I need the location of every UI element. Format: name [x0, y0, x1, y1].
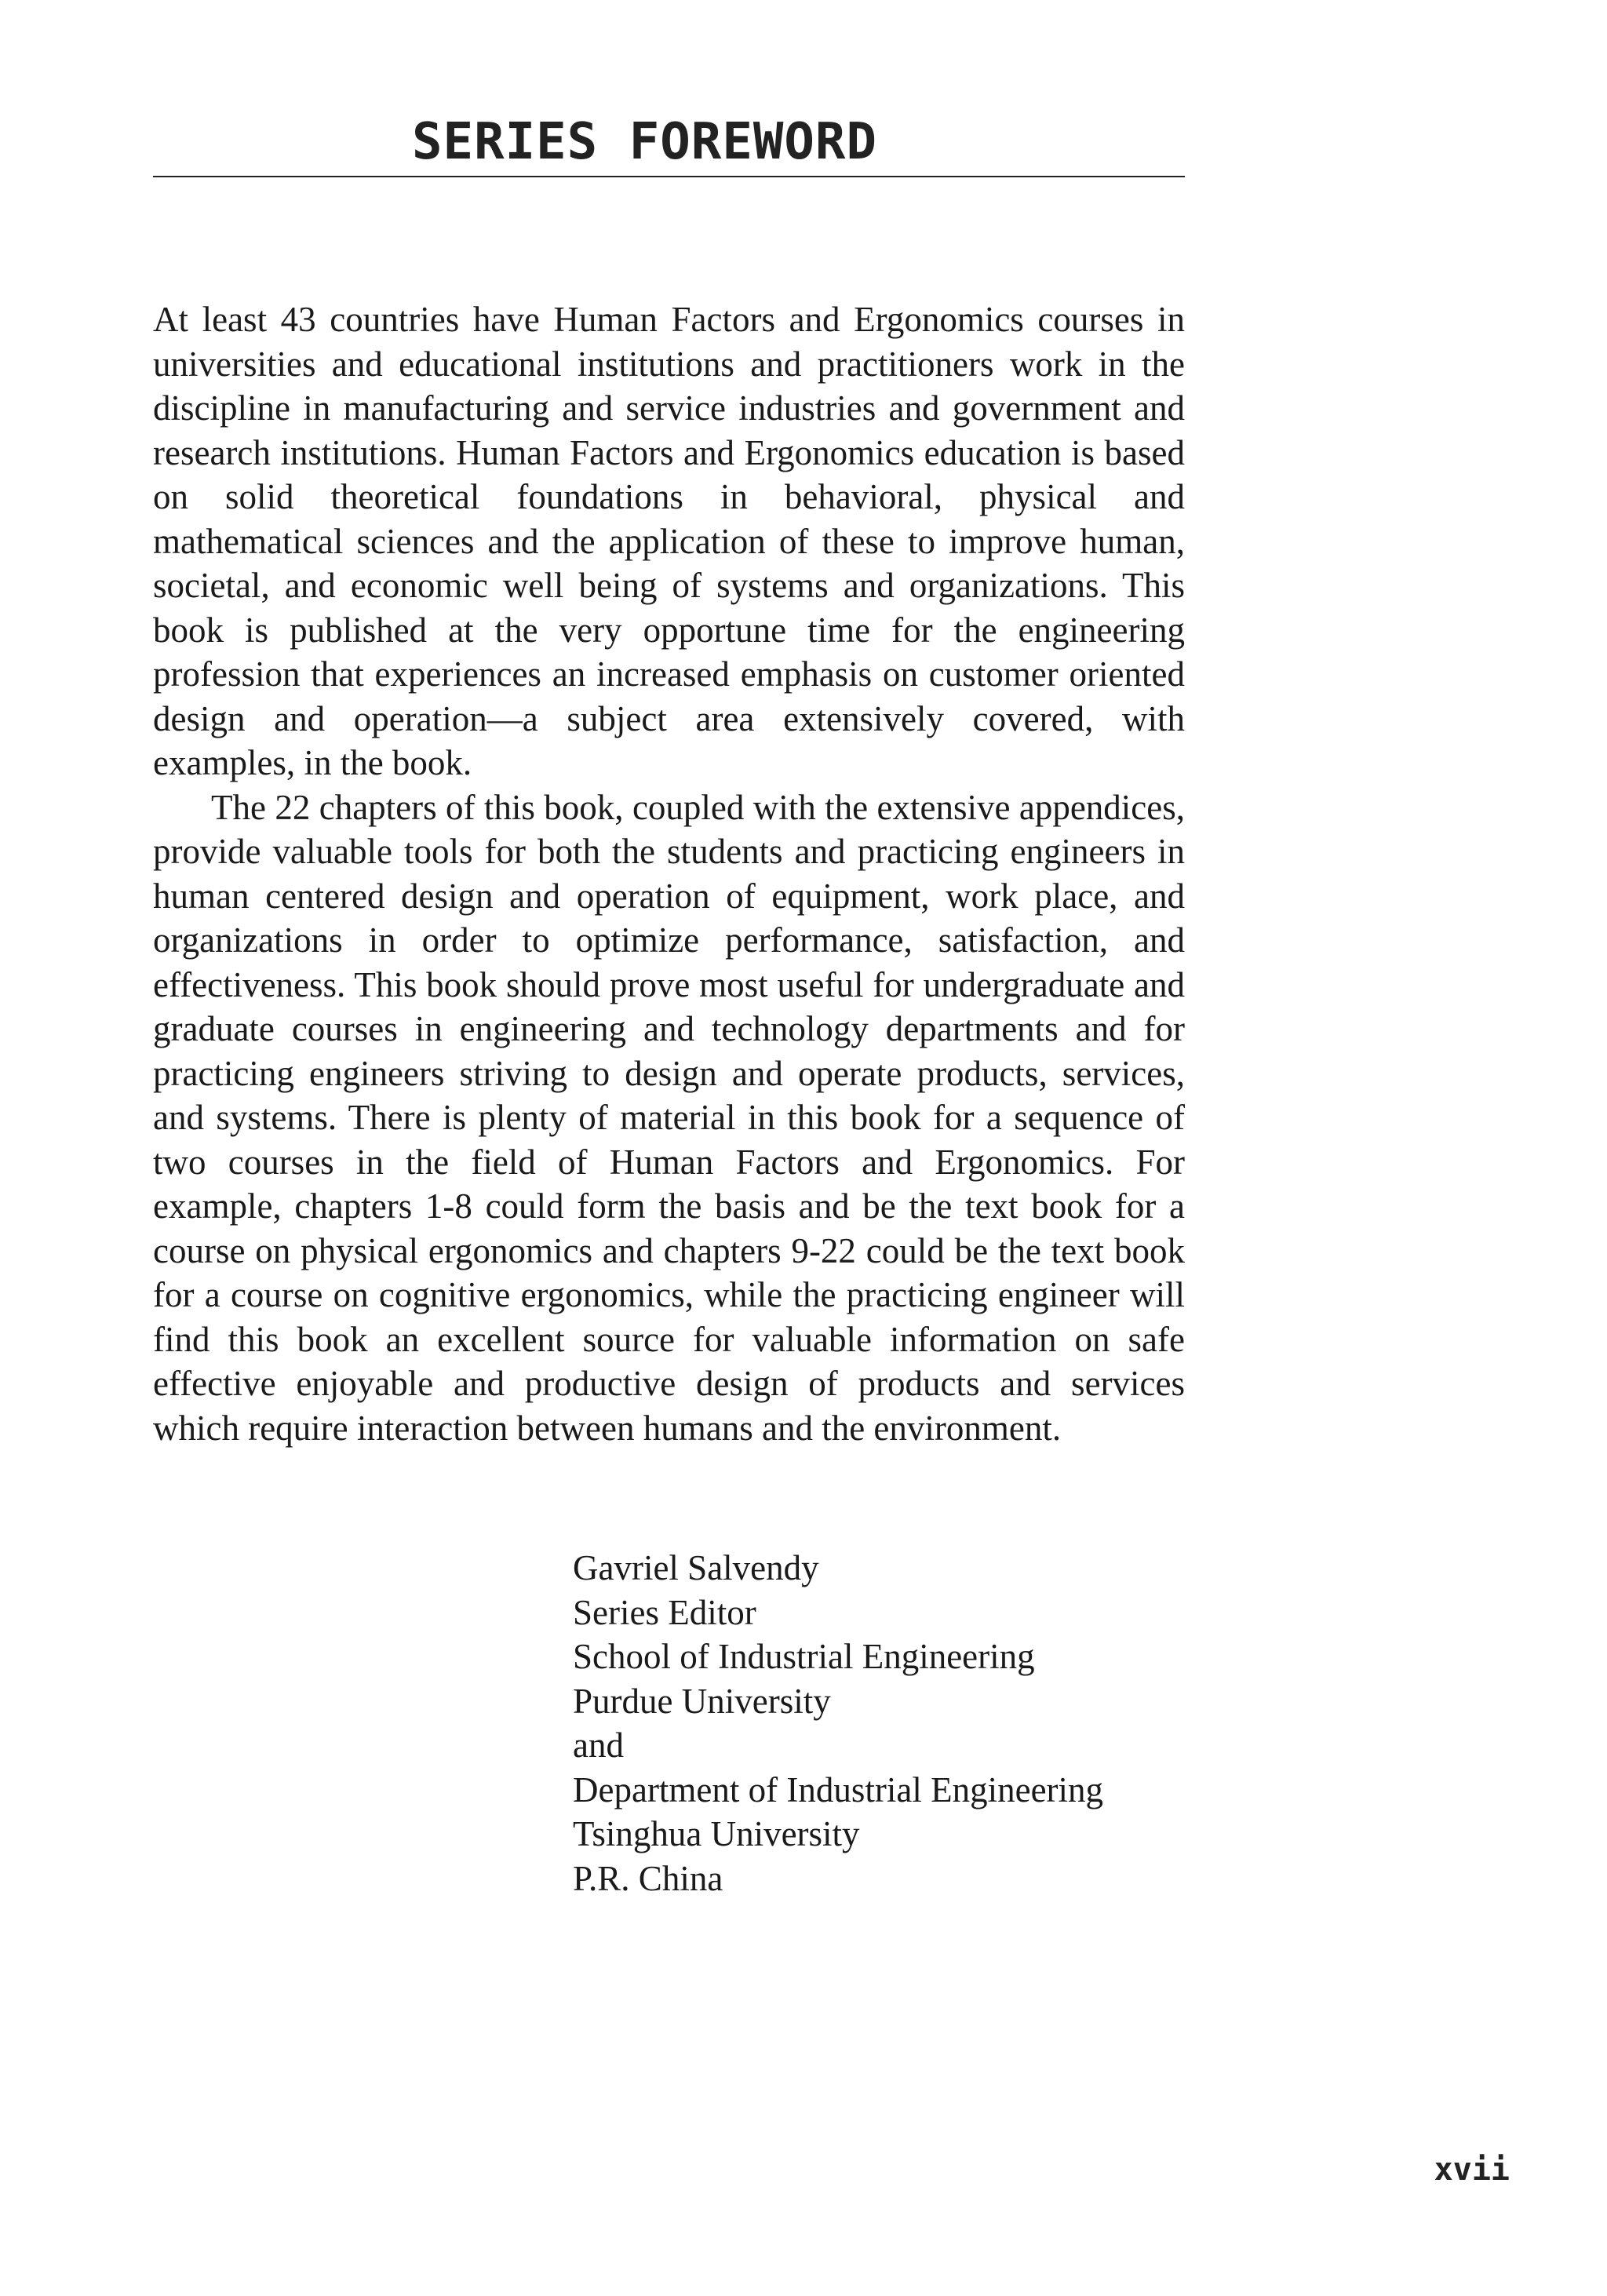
signature-title: Series Editor — [573, 1592, 756, 1632]
page-title: SERIES FOREWORD — [412, 113, 877, 171]
paragraph-2: The 22 chapters of this book, coupled with the extensive appendices, provide valuable tools for both the students and practicing engineers in human centered design and operation of equipment, work place, and organizations in order to optimize performance, satisfaction, and effectiveness. This book should prove most useful for undergraduate and graduate courses in engineering and technology departments and for practicing engineers striving to design and operate products, services, and systems. There is plenty of material in this book for a sequence of two courses in the field of Human Factors and Ergonomics. For example, chapters 1-8 could form the basis and be the text book for a course on physical ergonomics and chapters 9-22 could be the text book for a course on cognitive ergonomics, while the practicing engineer will find this book an excellent source for valuable information on safe effective enjoyable and productive design of products and services which require interaction between humans and the environment. — [153, 787, 1185, 1448]
heading-rule — [153, 108, 1185, 177]
signature-department: Department of Industrial Engineering — [573, 1769, 1104, 1809]
signature-university-2: Tsinghua University — [573, 1814, 860, 1853]
page-number: xvii — [1434, 2152, 1510, 2188]
signature-university-1: Purdue University — [573, 1681, 831, 1721]
signature-conjunction: and — [573, 1726, 624, 1765]
signature-block — [573, 1546, 1201, 1901]
paragraph-1: At least 43 countries have Human Factors and Ergonomics courses in universities and educational institutions and practitioners work in the discipline in manufacturing and service industries and government and research institutions. Human Factors and Ergonomics education is based on solid theoretical foundations in behavioral, physical and mathematical sciences and the application of these to improve human, societal, and economic well being of systems and organizations. This book is published at the very opportune time for the engineering profession that experiences an increased emphasis on customer oriented design and operation—a subject area extensively covered, with examples, in the book. — [153, 300, 1185, 782]
signature-school: School of Industrial Engineering — [573, 1637, 1035, 1676]
foreword-body — [153, 297, 1185, 1450]
signature-name: Gavriel Salvendy — [573, 1548, 819, 1587]
signature-country: P.R. China — [573, 1858, 723, 1898]
